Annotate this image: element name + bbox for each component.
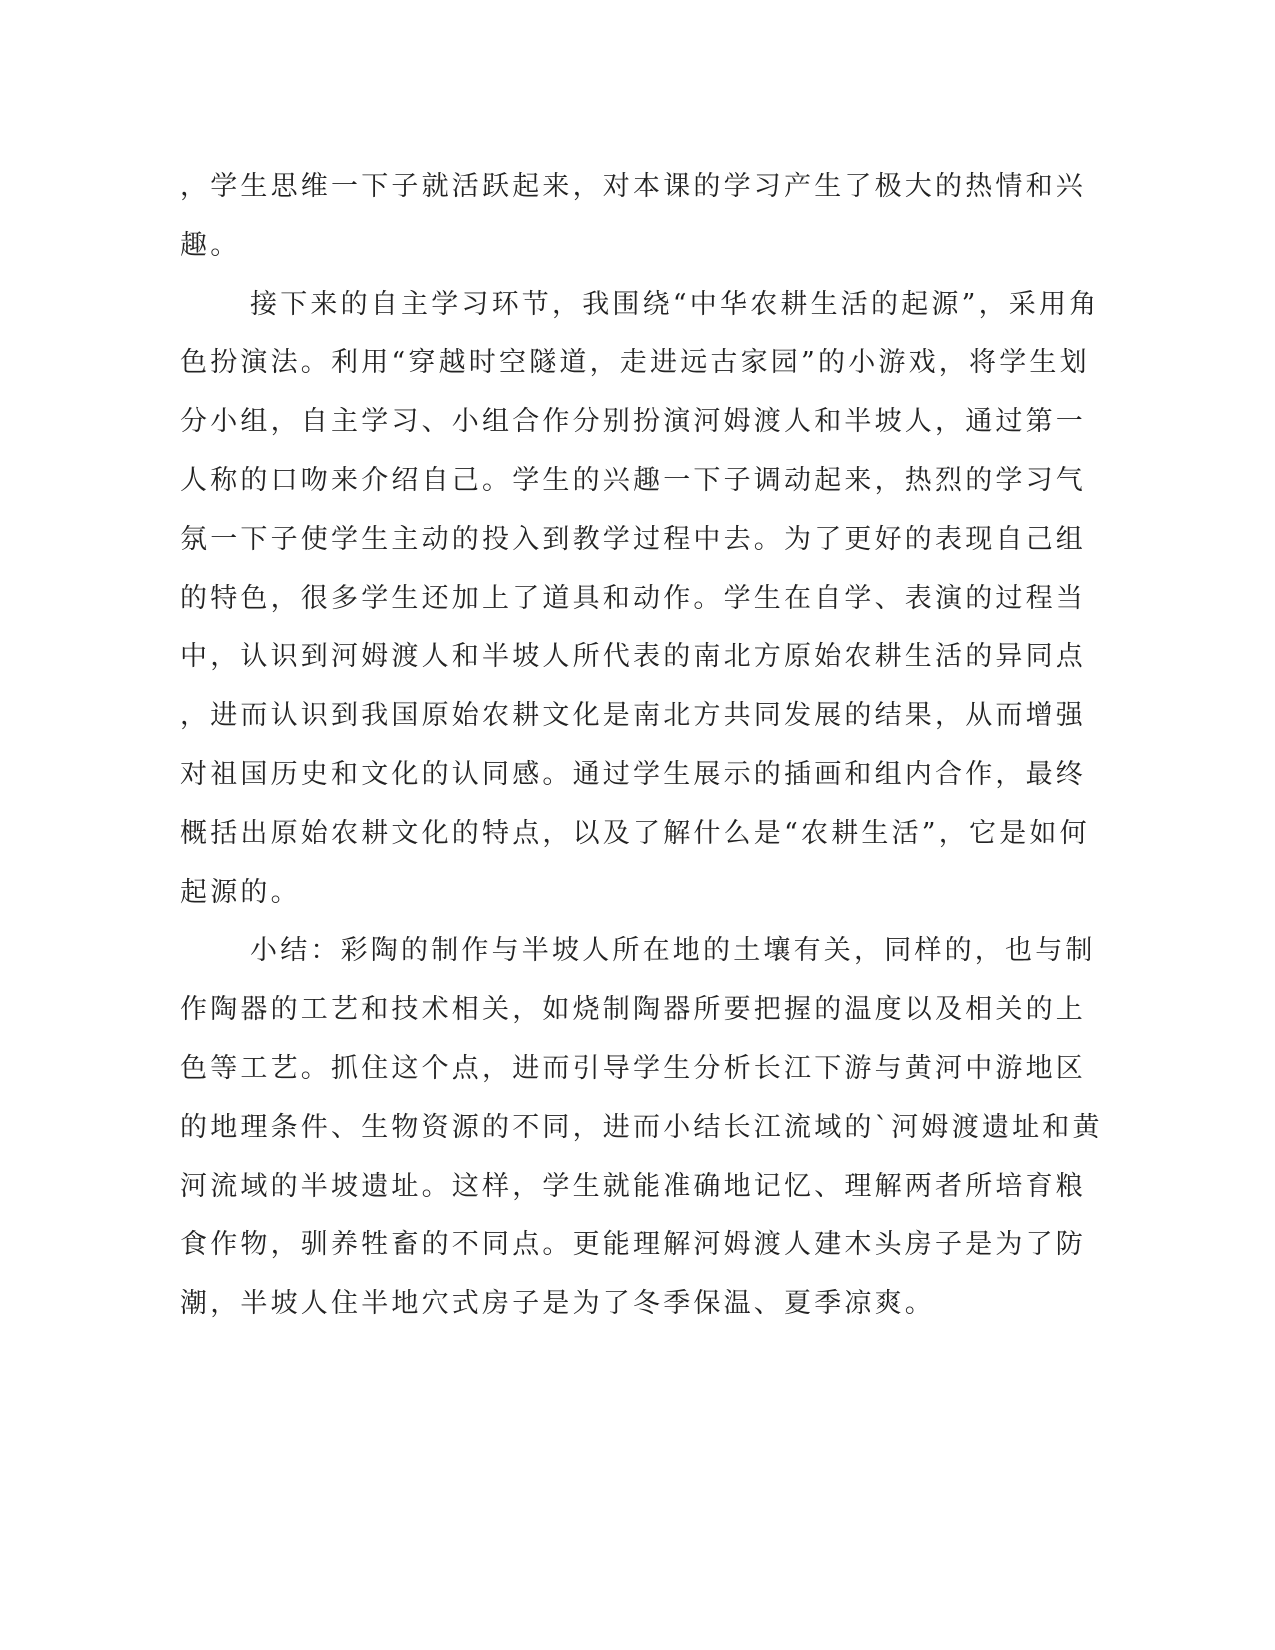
paragraph-2 [180, 276, 1100, 923]
text-line: 中，认识到河姆渡人和半坡人所代表的南北方原始农耕生活的异同点 [180, 641, 1086, 673]
text-line: 分小组，自主学习、小组合作分别扮演河姆渡人和半坡人，通过第一 [180, 406, 1086, 438]
text-line: 氛一下子使学生主动的投入到教学过程中去。为了更好的表现自己组 [180, 523, 1086, 555]
text-line: 的地理条件、生物资源的不同，进而小结长江流域的`河姆渡遗址和黄 [180, 1111, 1103, 1143]
text-line: 色等工艺。抓住这个点，进而引导学生分析长江下游与黄河中游地区 [180, 1052, 1086, 1084]
text-line: 人称的口吻来介绍自己。学生的兴趣一下子调动起来，热烈的学习气 [180, 464, 1086, 496]
body-text [180, 158, 1103, 1334]
text-line: 食作物，驯养牲畜的不同点。更能理解河姆渡人建木头房子是为了防 [180, 1229, 1086, 1261]
text-line: 接下来的自主学习环节，我围绕“中华农耕生活的起源”，采用角 [250, 288, 1100, 320]
text-line: ，学生思维一下子就活跃起来，对本课的学习产生了极大的热情和兴 [180, 171, 1086, 202]
text-line: 对祖国历史和文化的认同感。通过学生展示的插画和组内合作，最终 [180, 758, 1086, 790]
text-line: 作陶器的工艺和技术相关，如烧制陶器所要把握的温度以及相关的上 [180, 994, 1086, 1026]
text-line: 起源的。 [180, 876, 301, 908]
text-line: 趣。 [180, 229, 241, 261]
text-line: 潮，半坡人住半地穴式房子是为了冬季保温、夏季凉爽。 [180, 1288, 935, 1320]
text-line: 色扮演法。利用“穿越时空隧道，走进远古家园”的小游戏，将学生划 [180, 347, 1090, 379]
text-line: 小结：彩陶的制作与半坡人所在地的土壤有关，同样的，也与制 [250, 935, 1096, 967]
text-line: 的特色，很多学生还加上了道具和动作。学生在自学、表演的过程当 [180, 582, 1086, 614]
paragraph-3 [180, 922, 1103, 1334]
text-line: 概括出原始农耕文化的特点，以及了解什么是“农耕生活”，它是如何 [180, 817, 1090, 849]
paragraph-1 [180, 158, 1086, 276]
text-line: 河流域的半坡遗址。这样，学生就能准确地记忆、理解两者所培育粮 [180, 1170, 1086, 1202]
text-line: ，进而认识到我国原始农耕文化是南北方共同发展的结果，从而增强 [180, 700, 1086, 732]
